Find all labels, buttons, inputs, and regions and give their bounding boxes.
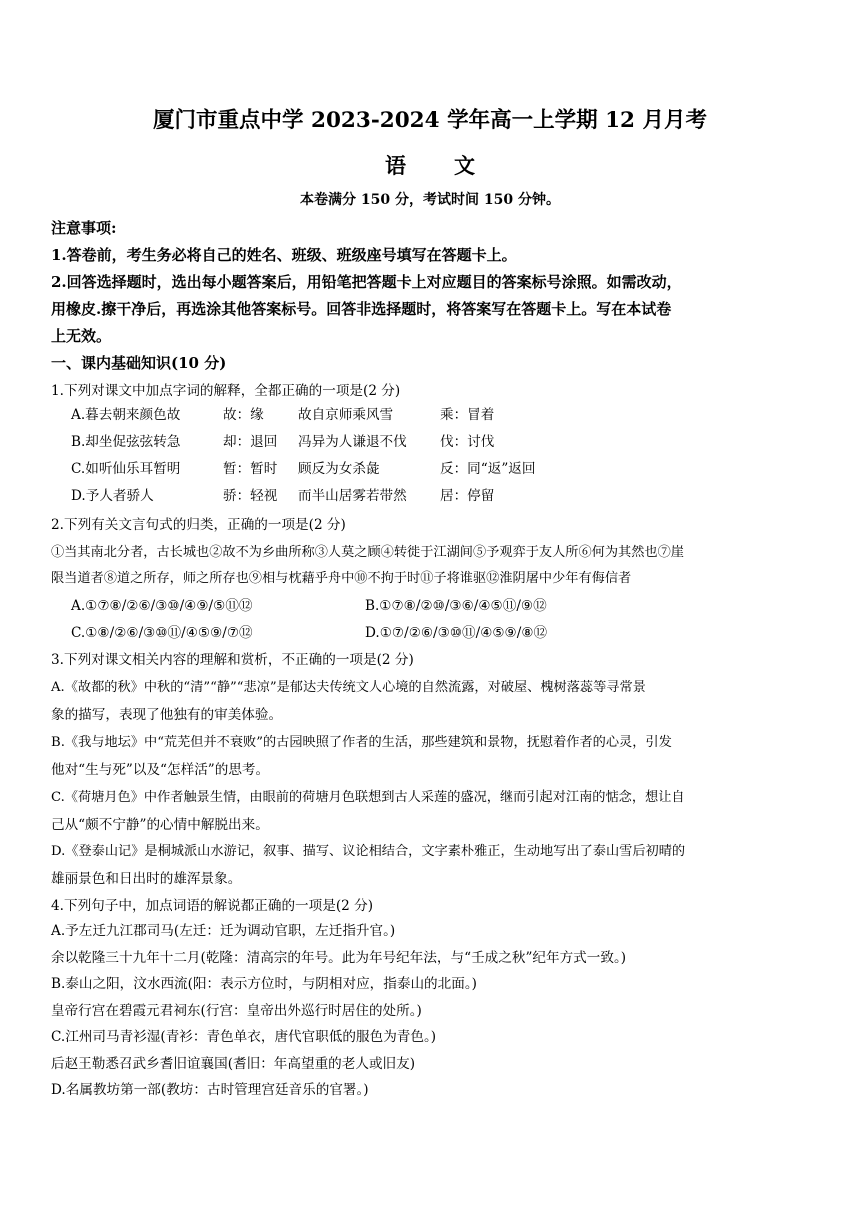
q1-b-phrase: B.却坐促弦弦转急 [71, 434, 181, 450]
q1-b-gloss-2: 伐：讨伐 [440, 434, 495, 450]
q1-stem: 1.下列对课文中加点字词的解释，全都正确的一项是(2 分) [51, 383, 401, 399]
subject-heading: 语文 [385, 153, 523, 178]
q2-text-line-2: 限当道者⑧道之所存，师之所存也⑨相与枕藉乎舟中⑩不拘于时⑪子将谁驱⑫淮阴屠中少年有侮信者 [51, 571, 632, 586]
section-1-heading: 一、课内基础知识(10 分) [51, 354, 227, 372]
q1-b-gloss: 却：退回 [223, 434, 278, 450]
q3-d-line-2: 雄丽景色和日出时的雄浑景象。 [51, 871, 242, 887]
notice-item-2-line-3: 上无效。 [51, 327, 112, 345]
q1-d-gloss-2: 居：停留 [440, 488, 495, 504]
q2-option-b: B.①⑦⑧/②⑩/③⑥/④⑤⑪/⑨⑫ [365, 598, 547, 614]
q3-b-line-1: B.《我与地坛》中“荒芜但并不衰败”的古园映照了作者的生活，那些建筑和景物，抚慰着作者的心灵，引发 [51, 735, 672, 750]
q2-text-line-1: ①当其南北分者，古长城也②故不为乡曲所称③人莫之顾④转徙于江湖间⑤予观弈于友人所⑥何为其然也⑦崖 [51, 545, 684, 560]
q4-b-line-1: B.泰山之阳，汶水西流(阳：表示方位时，与阴相对应，指泰山的北面。) [51, 976, 477, 992]
q4-a-line-1: A.予左迁九江郡司马(左迁：迁为调动官职，左迁指升官。) [51, 923, 396, 939]
notice-item-2-line-1: 2.回答选择题时，选出每小题答案后，用铅笔把答题卡上对应题目的答案标号涂照。如需改动， [51, 273, 682, 291]
q3-c-line-1: C.《荷塘月色》中作者触景生情，由眼前的荷塘月色联想到古人采莲的盛况，继而引起对江南的惦念，想让自 [51, 790, 685, 805]
q2-stem: 2.下列有关文言句式的归类，正确的一项是(2 分) [51, 517, 346, 533]
q1-d-gloss: 骄：轻视 [223, 488, 278, 504]
q3-b-line-2: 他对“生与死”以及“怎样活”的思考。 [51, 762, 270, 778]
q4-d-line-1: D.名属教坊第一部(教坊：古时管理宫廷音乐的官署。) [51, 1082, 369, 1098]
q1-a-gloss: 故：缘 [223, 407, 264, 423]
q1-c-gloss: 暂：暂时 [223, 461, 278, 477]
q4-c-line-2: 后赵王勒悉召武乡耆旧谊襄国(耆旧：年高望重的老人或旧友) [51, 1056, 416, 1072]
q3-stem: 3.下列对课文相关内容的理解和赏析，不正确的一项是(2 分) [51, 652, 414, 668]
q1-b-phrase-2: 冯异为人谦退不伐 [298, 434, 407, 450]
notice-heading: 注意事项: [51, 219, 117, 237]
q3-a-line-2: 象的描写，表现了他独有的审美体验。 [51, 707, 283, 723]
q1-a-phrase-2: 故自京师乘风雪 [298, 407, 394, 423]
notice-item-1: 1.答卷前，考生务必将自己的姓名、班级、班级座号填写在答题卡上。 [51, 246, 517, 264]
q2-option-c: C.①⑧/②⑥/③⑩⑪/④⑤⑨/⑦⑫ [71, 625, 253, 641]
q1-c-gloss-2: 反：同“返”返回 [440, 461, 536, 477]
q1-c-phrase: C.如听仙乐耳暂明 [71, 461, 181, 477]
q1-d-phrase-2: 而半山居雾若带然 [298, 488, 407, 504]
notice-item-2-line-2: 用橡皮.擦干净后，再选涂其他答案标号。回答非选择题时，将答案写在答题卡上。写在本试卷 [51, 300, 672, 318]
q4-a-line-2: 余以乾隆三十九年十二月(乾隆：清高宗的年号。此为年号纪年法，与“壬成之秋”纪年方式一致。) [51, 950, 627, 966]
q1-a-gloss-2: 乘：冒着 [440, 407, 495, 423]
q4-b-line-2: 皇帝行宫在碧霞元君祠东(行宫：皇帝出外巡行时居住的处所。) [51, 1003, 422, 1019]
q3-c-line-2: 己从“颇不宁静”的心情中解脱出来。 [51, 817, 269, 833]
q3-d-line-1: D.《登泰山记》是桐城派山水游记，叙事、描写、议论相结合，文字素朴雅正，生动地写出了泰山雪后初晴的 [51, 844, 686, 859]
q4-c-line-1: C.江州司马青衫湿(青衫：青色单衣，唐代官职低的服色为青色。) [51, 1029, 437, 1045]
q1-a-phrase: A.暮去朝来颜色故 [71, 407, 181, 423]
q1-c-phrase-2: 顾反为女杀彘 [298, 461, 380, 477]
q2-option-a: A.①⑦⑧/②⑥/③⑩/④⑨/⑤⑪⑫ [71, 598, 253, 614]
q3-a-line-1: A.《故都的秋》中秋的“清”“静”“悲凉”是郁达夫传统文人心境的自然流露，对破屋、槐树落蕊等寻常景 [51, 680, 646, 695]
q2-option-d: D.①⑦/②⑥/③⑩⑪/④⑤⑨/⑧⑫ [365, 625, 548, 641]
q1-d-phrase: D.予人者骄人 [71, 488, 154, 504]
exam-title: 厦门市重点中学 2023-2024 学年高一上学期 12 月月考 [153, 108, 707, 133]
score-info: 本卷满分 150 分，考试时间 150 分钟。 [300, 192, 560, 208]
q4-stem: 4.下列句子中，加点词语的解说都正确的一项是(2 分) [51, 898, 374, 914]
